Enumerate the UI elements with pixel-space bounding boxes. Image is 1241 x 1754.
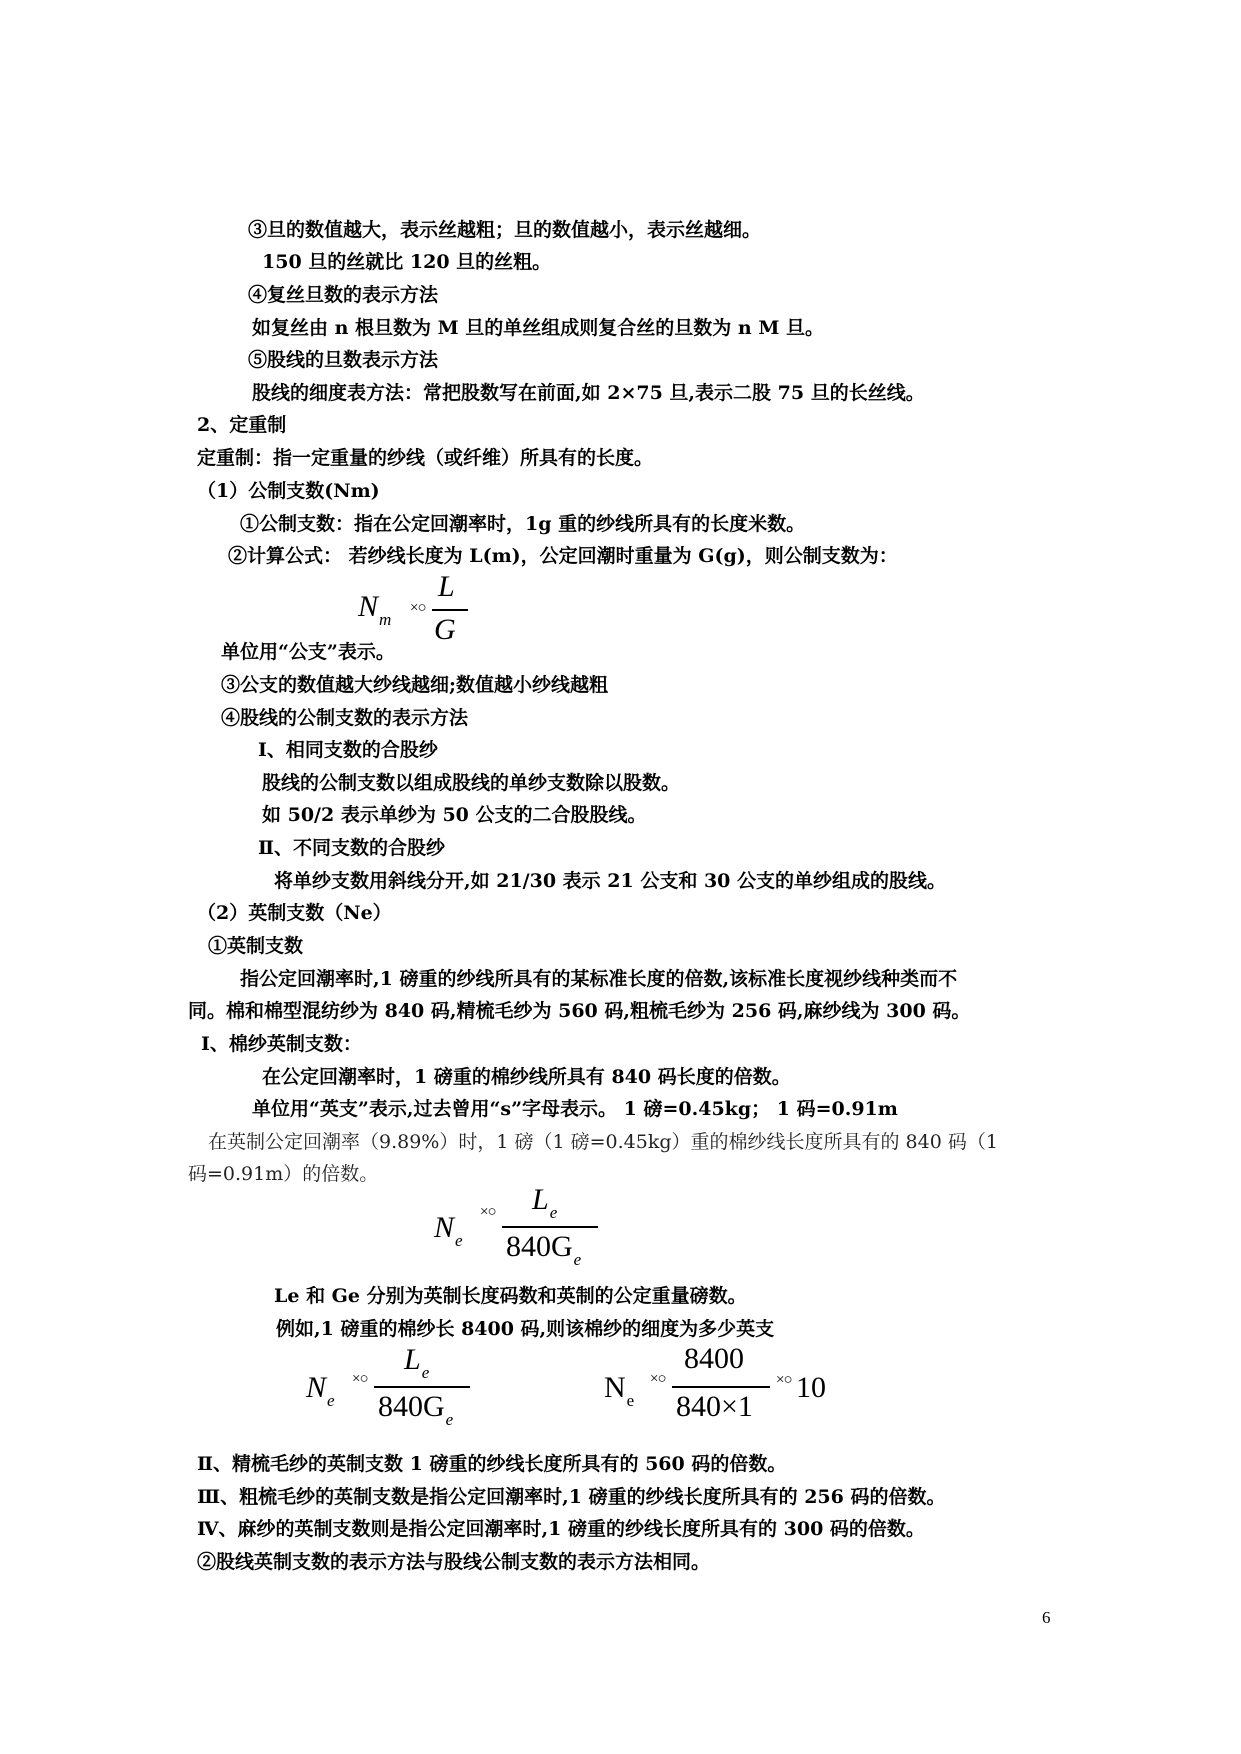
equals-symbol: ×○: [352, 1371, 368, 1387]
text-line: Ⅱ、精梳毛纱的英制支数 1 磅重的纱线长度所具有的 560 码的倍数。: [197, 1453, 787, 1475]
equals-symbol: ×○: [480, 1204, 496, 1220]
text-line: 同。棉和棉型混纺纱为 840 码,精梳毛纱为 560 码,粗梳毛纱为 256 码,麻纱线为 300 码。: [188, 1000, 971, 1022]
text-line: 股线的公制支数以组成股线的单纱支数除以股数。: [262, 772, 681, 794]
text-line: Le 和 Ge 分别为英制长度码数和英制的公定重量磅数。: [274, 1285, 747, 1307]
text-line: 如复丝由 n 根旦数为 M 旦的单丝组成则复合丝的旦数为 n M 旦。: [252, 317, 824, 339]
text-line: ②计算公式： 若纱线长度为 L(m)，公定回潮时重量为 G(g)，则公制支数为：: [228, 545, 898, 567]
text-line: ③旦的数值越大，表示丝越粗；旦的数值越小，表示丝越细。: [248, 219, 762, 241]
text-line: 在英制公定回潮率（9.89%）时，1 磅（1 磅=0.45kg）重的棉纱线长度所具有的 840 码（1: [208, 1131, 998, 1153]
equals-symbol: ×○: [776, 1372, 792, 1388]
text-line: 指公定回潮率时,1 磅重的纱线所具有的某标准长度的倍数,该标准长度视纱线种类而不: [240, 968, 958, 990]
text-line: ⑤股线的旦数表示方法: [248, 349, 439, 371]
formula-ne-result: [604, 1342, 834, 1435]
text-line: Ⅰ、相同支数的合股纱: [258, 739, 438, 761]
text-line: 如 50/2 表示单纱为 50 公支的二合股股线。: [262, 804, 647, 826]
formula-ne-example: [306, 1345, 476, 1435]
formula-denominator: G: [434, 613, 456, 646]
subsection-heading: （2）英制支数（Ne）: [197, 902, 392, 924]
equals-symbol: ×○: [650, 1371, 666, 1387]
formula-ne: [434, 1185, 604, 1275]
page-number: 6: [1042, 1608, 1051, 1627]
text-line: 单位用“英支”表示,过去曾用“s”字母表示。 1 磅=0.45kg； 1 码=0.91m: [252, 1098, 898, 1120]
text-line: 码=0.91m）的倍数。: [188, 1163, 379, 1185]
fraction-bar: [672, 1386, 770, 1388]
text-line: ④复丝旦数的表示方法: [248, 284, 439, 306]
text-line: 将单纱支数用斜线分开,如 21/30 表示 21 公支和 30 公支的单纱组成的股线。: [274, 870, 947, 892]
text-line: Ⅳ、麻纱的英制支数则是指公定回潮率时,1 磅重的纱线长度所具有的 300 码的倍数。: [197, 1518, 925, 1540]
formula-lhs: $N_e$: [306, 1371, 335, 1410]
fraction-bar: [374, 1386, 470, 1388]
section-heading: 2、定重制: [197, 414, 287, 436]
text-line: ④股线的公制支数的表示方法: [221, 707, 469, 729]
formula-lhs: $N_e$: [604, 1371, 635, 1410]
text-line: 150 旦的丝就比 120 旦的丝粗。: [262, 251, 552, 273]
equals-symbol: ×○: [410, 600, 426, 616]
text-line: Ⅱ、不同支数的合股纱: [258, 837, 446, 859]
subsection-heading: （1）公制支数(Nm): [197, 480, 380, 502]
fraction-bar: [502, 1226, 598, 1228]
text-line: Ⅰ、棉纱英制支数：: [201, 1033, 362, 1055]
text-line: ①公制支数：指在公定回潮率时，1g 重的纱线所具有的长度米数。: [240, 513, 806, 535]
formula-denominator: $840G_e$: [506, 1230, 582, 1269]
formula-numerator: 8400: [684, 1342, 744, 1375]
formula-result: 10: [796, 1371, 826, 1404]
text-line: ③公支的数值越大纱线越细;数值越小纱线越粗: [221, 674, 609, 696]
text-line: 股线的细度表方法：常把股数写在前面,如 2×75 旦,表示二股 75 旦的长丝线。: [252, 382, 925, 404]
formula-lhs: $N_m$: [358, 590, 392, 629]
fraction-bar: [432, 609, 468, 611]
text-line: Ⅲ、粗梳毛纱的英制支数是指公定回潮率时,1 磅重的纱线长度所具有的 256 码的倍数。: [197, 1486, 946, 1508]
formula-lhs: $N_e$: [434, 1211, 463, 1250]
text-line: 例如,1 磅重的棉纱长 8400 码,则该棉纱的细度为多少英支: [276, 1318, 775, 1340]
formula-denominator: $840G_e$: [378, 1390, 454, 1429]
formula-numerator: $L_e$: [532, 1183, 558, 1222]
text-line: ①英制支数: [208, 935, 304, 957]
formula-numerator: L: [438, 570, 455, 603]
text-line: 在公定回潮率时，1 磅重的棉纱线所具有 840 码长度的倍数。: [262, 1066, 791, 1088]
formula-denominator: 840×1: [676, 1390, 753, 1423]
formula-numerator: $L_e$: [404, 1343, 430, 1382]
text-line: 单位用“公支”表示。: [221, 641, 395, 663]
text-line: ②股线英制支数的表示方法与股线公制支数的表示方法相同。: [197, 1551, 711, 1573]
text-line: 定重制：指一定重量的纱线（或纤维）所具有的长度。: [197, 447, 654, 469]
